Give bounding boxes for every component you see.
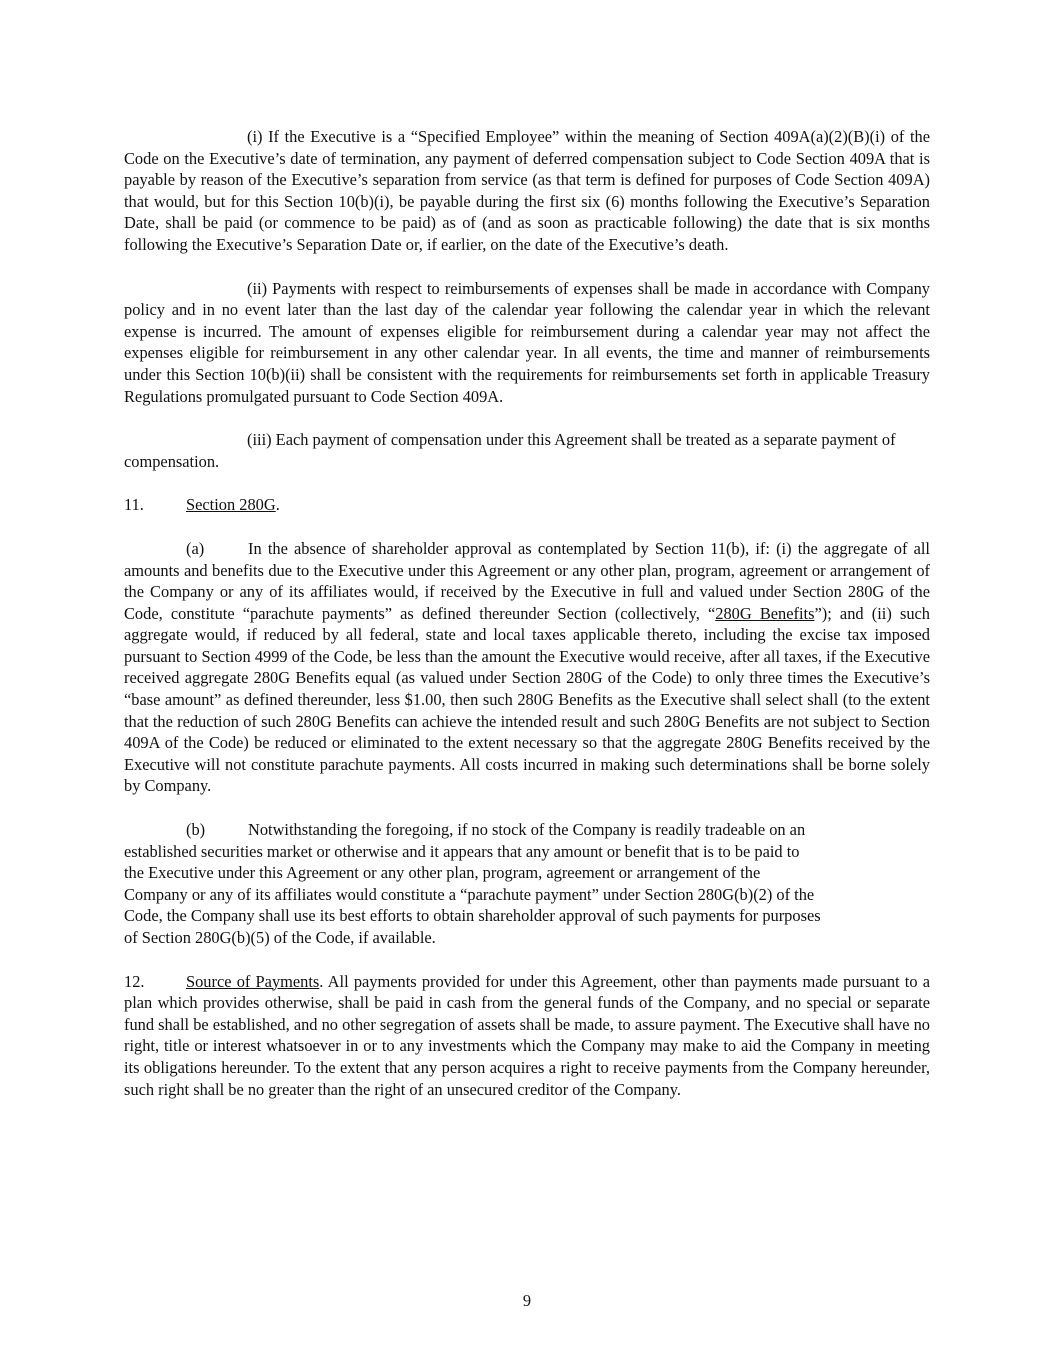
section-11-number: 11. xyxy=(124,495,144,515)
paragraph-10b-i: (i) If the Executive is a “Specified Employee” within the meaning of Section 409A(a)(2)(B)(i) of the Code on the Executive’s date of termination, any payment of deferred compensation subject to Code Section 409A that is payable by reason of the Executive’s separation from service (as that term is defined for purposes of Code Section 409A) that would, but for this Section 10(b)(i), be payable during the first six (6) months following the Executive’s Separation Date, shall be paid (or commence to be paid) as of (and as soon as practicable following) the date that is six months following the Executive’s Separation Date or, if earlier, on the date of the Executive’s death. xyxy=(124,127,930,254)
page-number: 9 xyxy=(522,1291,532,1310)
paragraph-11b-line: established securities market or otherwise and it appears that any amount or benefit that is to be paid to xyxy=(124,841,800,861)
section-12-text: . All payments provided for under this Agreement, other than payments made pursuant to a plan which provides otherwise, shall be paid in cash from the general funds of the Company, and no special or separate fund shall be established, and no other segregation of assets shall be made, to assure payment. The Executive shall have no right, title or interest whatsoever in or to any investments which the Company may make to aid the Company in meeting its obligations hereunder. To the extent that any person acquires a right to receive payments from the Company hereunder, such right shall be no greater than the right of an unsecured creditor of the Company. xyxy=(124,971,930,1099)
paragraph-11b-line: of Section 280G(b)(5) of the Code, if available. xyxy=(124,928,436,947)
defined-term-280g-benefits: 280G Benefits xyxy=(715,603,815,623)
section-11-heading xyxy=(124,494,930,516)
paragraph-10b-ii: (ii) Payments with respect to reimbursements of expenses shall be made in accordance with Company policy and in no event later than the last day of the calendar year following the calendar year in which the relevant expense is incurred. The amount of expenses eligible for reimbursement during a calendar year may not affect the expenses eligible for reimbursement in any other calendar year. In all events, the time and manner of reimbursements under this Section 10(b)(ii) shall be consistent with the requirements for reimbursements set forth in applicable Treasury Regulations promulgated pursuant to Code Section 409A. xyxy=(124,278,930,406)
section-11-title: Section 280G xyxy=(186,495,276,515)
paragraph-11b-line: Company or any of its affiliates would constitute a “parachute payment” under Section 280G(b)(2) of the xyxy=(124,884,815,904)
section-12-title: Source of Payments xyxy=(186,971,320,991)
paragraph-11a-text-1: In the absence of shareholder approval as contemplated by Section 11(b), if: (i) the aggregate of all amounts and benefits due to the Executive under this Agreement or any other plan, program, agreement or arrangement of the Company or any of its affiliates would, if received by the Executive in full and valued under Section 280G of the Code, constitute “parachute payments” as defined thereunder Section (collectively, “ xyxy=(124,538,930,623)
section-11-title-end: . xyxy=(275,495,280,515)
paragraph-11b-line: the Executive under this Agreement or any other plan, program, agreement or arrangement of the xyxy=(124,863,761,883)
paragraph-11b-line: Code, the Company shall use its best efforts to obtain shareholder approval of such payments for purposes xyxy=(124,906,821,926)
paragraph-11a-text-2: ”); and (ii) such aggregate would, if reduced by all federal, state and local taxes applicable thereto, including the excise tax imposed pursuant to Section 4999 of the Code, be less than the amount the Executive would receive, after all taxes, if the Executive received aggregate 280G Benefits equal (as valued under Section 280G of the Code) to only three times the Executive’s “base amount” as defined thereunder, less $1.00, then such 280G Benefits as the Executive shall select shall (to the extent that the reduction of such 280G Benefits can achieve the intended result and such 280G Benefits are not subject to Section 409A of the Code) be reduced or eliminated to the extent necessary so that the aggregate 280G Benefits received by the Executive will not constitute parachute payments. All costs incurred in making such determinations shall be borne solely by Company. xyxy=(124,603,930,796)
paragraph-11a-label: (a) xyxy=(186,538,205,558)
document-body xyxy=(124,126,930,1100)
section-12 xyxy=(124,971,930,1101)
paragraph-11b-line: (b) Notwithstanding the foregoing, if no stock of the Company is readily tradeable on an xyxy=(186,820,806,840)
paragraph-11b xyxy=(124,819,930,949)
section-12-number: 12. xyxy=(124,971,145,991)
paragraph-11a xyxy=(124,538,930,797)
paragraph-10b-iii: (iii) Each payment of compensation under this Agreement shall be treated as a separate payment of compensation. xyxy=(124,430,896,471)
paragraph-11b-label: (b) xyxy=(186,820,206,840)
